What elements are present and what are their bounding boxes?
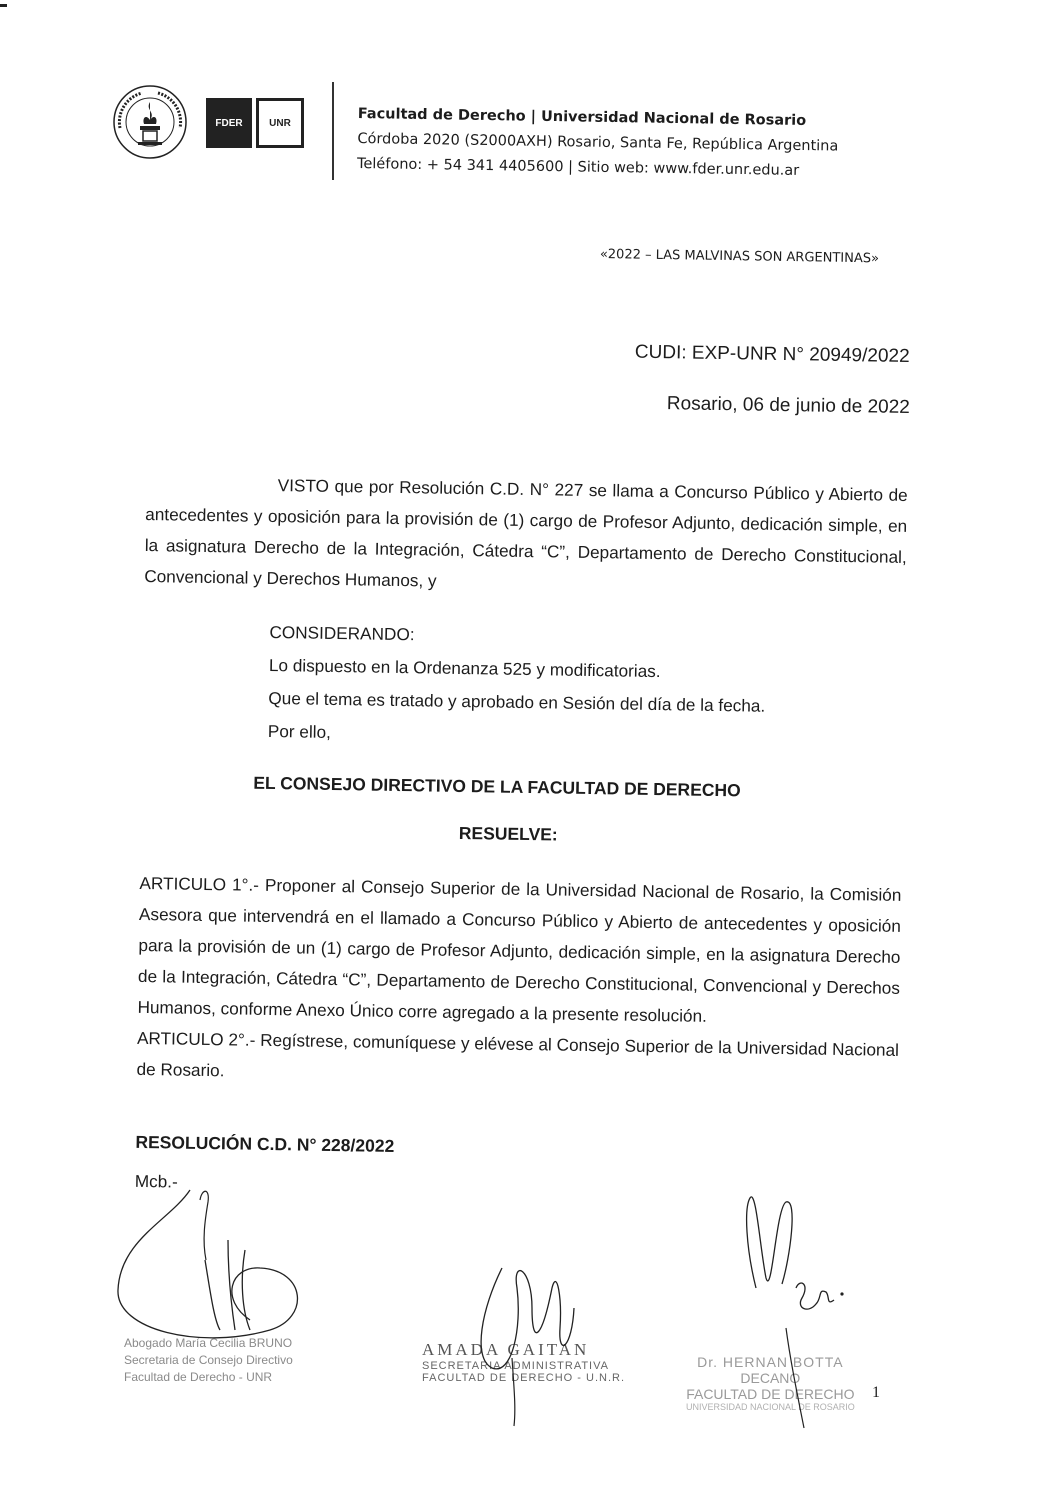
- institution-address: Córdoba 2020 (S2000AXH) Rosario, Santa Fe, República Argentina: [357, 130, 839, 155]
- stamp-left-line-3: Facultad de Derecho - UNR: [124, 1370, 273, 1384]
- handwritten-signature-right: [726, 1188, 856, 1438]
- considerando-item-1: Lo dispuesto en la Ordenanza 525 y modificatorias.: [268, 654, 661, 682]
- header-divider: [332, 82, 334, 180]
- stamp-right-line-3: FACULTAD DE DERECHO: [686, 1386, 855, 1402]
- considerando-heading: CONSIDERANDO:: [269, 621, 415, 645]
- stamp-middle-line-3: FACULTAD DE DERECHO - U.N.R.: [422, 1372, 625, 1384]
- handwritten-signature-middle: [462, 1248, 592, 1428]
- council-heading: EL CONSEJO DIRECTIVO DE LA FACULTAD DE DERECHO: [253, 772, 741, 801]
- stamp-middle-name: AMADA GAITAN: [422, 1340, 590, 1359]
- stamp-right-name: Dr. HERNAN BOTTA: [697, 1354, 844, 1370]
- stamp-right-line-2: DECANO: [740, 1370, 801, 1386]
- scan-corner-mark: [0, 4, 7, 7]
- fder-logo: FDER: [206, 98, 252, 148]
- page-number: 1: [872, 1384, 880, 1401]
- unr-logo: UNR: [256, 98, 304, 148]
- typist-initials: Mcb.-: [134, 1170, 178, 1192]
- article-1: ARTICULO 1°.- Proponer al Consejo Superior de la Universidad Nacional de Rosario, la Comisión Asesora que intervendrá en el llamado a Concurso Público y Abierto de antecedentes y oposición para la provisión de un (1) cargo de Profesor Adjunto, dedicación simple, en la asignatura Derecho de la Integración, Cátedra “C”, Departamento de Derecho Constitucional, Convencional y Derechos Humanos, conforme Anexo Único corre agregado a la presente resolución.: [137, 872, 902, 1026]
- signature-block-left: [110, 1180, 330, 1400]
- document-date: Rosario, 06 de junio de 2022: [666, 393, 910, 418]
- considerando-section: [268, 616, 906, 758]
- resuelve-heading: RESUELVE:: [458, 822, 558, 845]
- por-ello: Por ello,: [267, 720, 332, 742]
- visto-paragraph: VISTO que por Resolución C.D. N° 227 se llama a Concurso Público y Abierto de antecedentes y oposición para la provisión de (1) cargo de Profesor Adjunto, dedicación simple, en la asignatura Derecho de la Integración, Cátedra “C”, Departamento de Derecho Constitucional, Convencional y Derechos Humanos, y: [144, 475, 908, 591]
- university-seal-logo: [112, 84, 188, 160]
- file-reference: CUDI: EXP-UNR N° 20949/2022: [634, 341, 910, 367]
- year-motto: «2022 – LAS MALVINAS SON ARGENTINAS»: [599, 247, 880, 267]
- considerando-item-2: Que el tema es tratado y aprobado en Sesión del día de la fecha.: [268, 687, 766, 716]
- article-2: ARTICULO 2°.- Regístrese, comuníquese y elévese al Consejo Superior de la Universidad Nacional de Rosario.: [136, 1027, 900, 1081]
- stamp-right-line-4: UNIVERSIDAD NACIONAL DE ROSARIO: [686, 1402, 855, 1412]
- stamp-middle-line-2: SECRETARIA ADMINISTRATIVA: [422, 1360, 609, 1372]
- stamp-left-line-1: Abogado María Cecilia BRUNO: [124, 1336, 293, 1350]
- stamp-left: [124, 1335, 293, 1386]
- resolution-number: RESOLUCIÓN C.D. N° 228/2022: [135, 1131, 395, 1156]
- letterhead: [357, 102, 839, 185]
- institution-contact: Teléfono: + 54 341 4405600 | Sitio web: www.fder.unr.edu.ar: [356, 155, 800, 179]
- stamp-left-line-2: Secretaria de Consejo Directivo: [124, 1353, 293, 1367]
- faculty-logos: [206, 98, 304, 148]
- resolution-body: [135, 468, 908, 1209]
- handwritten-signature-left: [110, 1180, 330, 1340]
- institution-name: Facultad de Derecho | Universidad Nacional de Rosario: [357, 105, 807, 130]
